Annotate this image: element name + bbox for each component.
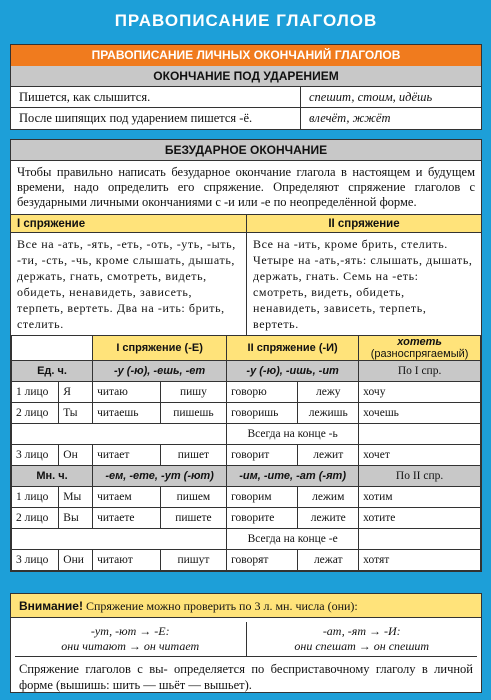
first-conjugation	[11, 215, 246, 335]
second-conjugation-text: Все на -ить, кроме брить, стелить. Четыре на -ать,-ять: слышать, дышать, держать, гнать. Семь на -еть: смотреть, видеть, обидеть, ненавидеть, зависеть, терпеть, вертеть.	[253, 237, 473, 331]
section-subheader: БЕЗУДАРНОЕ ОКОНЧАНИЕ	[11, 140, 481, 161]
plural-note: Всегда на конце -е	[227, 529, 359, 550]
rule-text: Пишется, как слышится.	[11, 87, 301, 107]
section-subheader: ОКОНЧАНИЕ ПОД УДАРЕНИЕМ	[11, 66, 481, 87]
table-row: 1 лицо Я читаю пишу говорю лежу хочу	[12, 382, 481, 403]
rule-row	[11, 108, 481, 129]
page-title: ПРАВОПИСАНИЕ ГЛАГОЛОВ	[114, 11, 378, 30]
first-conj-header: I спряжение (-Е)	[93, 336, 227, 361]
rule-row	[11, 87, 481, 108]
section-header: ПРАВОПИСАНИЕ ЛИЧНЫХ ОКОНЧАНИЙ ГЛАГОЛОВ	[11, 45, 481, 66]
table-row: 2 лицо Ты читаешь пишешь говоришь лежишь хочешь	[12, 403, 481, 424]
stressed-ending-box	[10, 44, 482, 130]
conjugation-table	[11, 335, 481, 571]
plural-endings-2: -им, -ите, -ат (-ят)	[227, 466, 359, 487]
notice-second-example: -ат, -ят → -И: они спешат → он спешит	[246, 622, 478, 656]
second-conjugation-head: II спряжение	[247, 215, 481, 233]
first-conjugation-head: I спряжение	[11, 215, 246, 233]
notice-box	[10, 593, 482, 693]
notice-examples	[15, 622, 477, 657]
second-conjugation	[246, 215, 481, 335]
first-conjugation-text: Все на -ать, -ять, -еть, -оть, -уть, -ыть, -ти, -сть, -чь, кроме слышать, дышать, держать, гнать, смотреть, видеть, обидеть, ненавидеть, зависеть, терпеть, вертеть. Два на -ить: брить, стелить.	[17, 237, 236, 331]
notice-label: Внимание!	[19, 599, 83, 613]
singular-endings-1: -у (-ю), -ешь, -ет	[93, 361, 227, 382]
plural-hotet: По II спр.	[359, 466, 481, 487]
rule-example: влечёт, жжёт	[309, 111, 391, 125]
rule-example: спешит, стоим, идёшь	[309, 90, 433, 104]
unstressed-ending-box	[10, 139, 482, 572]
notice-header	[11, 594, 481, 618]
conjugation-rules	[11, 214, 481, 335]
notice-text: Спряжение можно проверить по 3 л. мн. числа (они):	[85, 599, 358, 613]
hotet-header: хотеть (разноспрягаемый)	[359, 336, 481, 361]
plural-label: Мн. ч.	[12, 466, 93, 487]
notice-bottom-text: Спряжение глаголов с вы- определяется по бесприставочному глаголу в личной форме (вышишь: шить — шьёт — вышьет).	[19, 662, 473, 692]
singular-note: Всегда на конце -ь	[227, 424, 359, 445]
table-row: 2 лицо Вы читаете пишете говорите лежите хотите	[12, 508, 481, 529]
singular-endings-2: -у (-ю), -ишь, -ит	[227, 361, 359, 382]
notice-first-example: -ут, -ют → -Е: они читают → он читает	[61, 624, 200, 653]
table-row: 3 лицо Они читают пишут говорят лежат хотят	[12, 550, 481, 571]
singular-label: Ед. ч.	[12, 361, 93, 382]
singular-hotet: По I спр.	[359, 361, 481, 382]
poster	[10, 6, 482, 696]
intro-paragraph: Чтобы правильно написать безударное окончание глагола в настоящем и будущем времени, надо определить его спряжение. Определяют спряжение глаголов с безударными личными окончаниями с -и или -е по неопределённой форме.	[17, 165, 475, 209]
table-row: 3 лицо Он читает пишет говорит лежит хочет	[12, 445, 481, 466]
second-conj-header: II спряжение (-И)	[227, 336, 359, 361]
plural-endings-1: -ем, -ете, -ут (-ют)	[93, 466, 227, 487]
rule-text: После шипящих под ударением пишется -ё.	[11, 108, 301, 129]
table-row: 1 лицо Мы читаем пишем говорим лежим хотим	[12, 487, 481, 508]
